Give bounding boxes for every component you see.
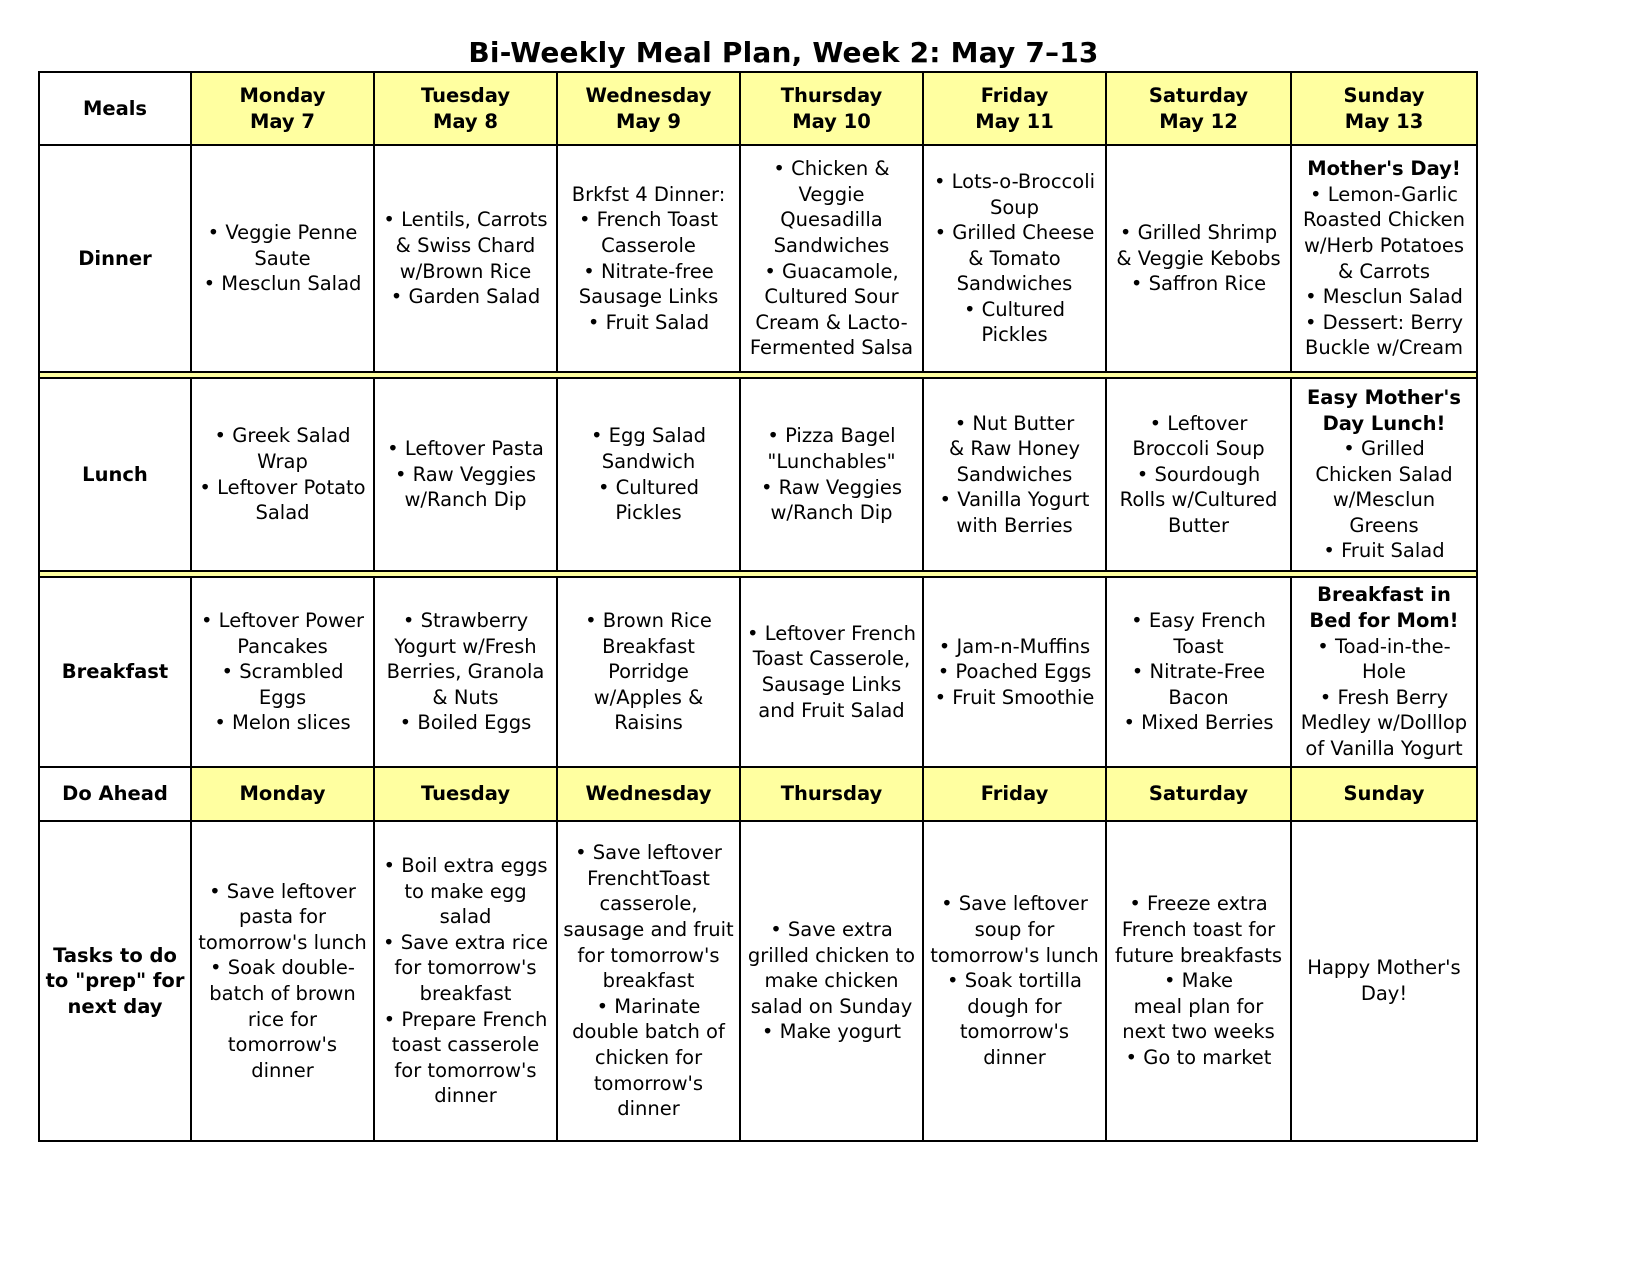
cell-line: • Save extra rice bbox=[383, 930, 548, 954]
cell-line: Day Lunch! bbox=[1322, 411, 1446, 435]
cell-line: • Brown Rice bbox=[585, 609, 712, 633]
do-ahead-wednesday: Wednesday bbox=[557, 767, 740, 821]
cell-line: Rolls w/Cultured bbox=[1119, 488, 1278, 512]
cell-line: • Raw Veggies bbox=[760, 475, 903, 499]
dinner-friday bbox=[923, 145, 1106, 372]
dinner-sunday bbox=[1291, 145, 1477, 372]
cell-line: w/Mesclun bbox=[1332, 488, 1436, 512]
breakfast-thursday bbox=[740, 577, 923, 767]
cell-line: • Poached Eggs bbox=[937, 660, 1092, 684]
cell-line: • Lentils, Carrots bbox=[383, 208, 548, 232]
cell-line: & Nuts bbox=[432, 685, 499, 709]
tasks-monday bbox=[191, 821, 374, 1141]
tasks-tuesday bbox=[374, 821, 557, 1141]
cell-line: Breakfast in bbox=[1317, 583, 1451, 607]
day-date: May 12 bbox=[1159, 109, 1238, 133]
do-ahead-friday: Friday bbox=[923, 767, 1106, 821]
cell-line: • Go to market bbox=[1125, 1045, 1272, 1069]
cell-line: Fermented Salsa bbox=[749, 336, 914, 360]
cell-line: Raisins bbox=[614, 711, 683, 735]
day-date: May 8 bbox=[432, 109, 499, 133]
cell-line: tomorrow's bbox=[227, 1033, 338, 1057]
cell-line: to "prep" for bbox=[45, 969, 185, 993]
cell-line: • Lots-o-Broccoli bbox=[933, 169, 1096, 193]
cell-line: future breakfasts bbox=[1115, 943, 1282, 967]
cell-line: w/Herb Potatoes bbox=[1303, 233, 1465, 257]
cell-line: Wrap bbox=[257, 449, 308, 473]
row-label-lunch: Lunch bbox=[39, 378, 191, 571]
cell-line: Broccoli Soup bbox=[1132, 437, 1265, 461]
cell-line: Sandwiches bbox=[773, 233, 890, 257]
cell-line: salad bbox=[439, 905, 492, 929]
cell-line: • Sourdough bbox=[1136, 462, 1261, 486]
cell-line: Veggie bbox=[798, 182, 865, 206]
cell-line: • Fruit Salad bbox=[587, 310, 710, 334]
cell-line: Bed for Mom! bbox=[1309, 609, 1459, 633]
cell-line: • Saffron Rice bbox=[1130, 272, 1267, 296]
cell-line: • Grilled Cheese bbox=[934, 221, 1095, 245]
cell-line: & Carrots bbox=[1338, 259, 1430, 283]
cell-line: chicken for bbox=[594, 1045, 703, 1069]
day-date: May 10 bbox=[792, 109, 871, 133]
cell-line: Yogurt w/Fresh bbox=[394, 634, 537, 658]
day-date: May 11 bbox=[975, 109, 1054, 133]
cell-line: & Tomato bbox=[968, 246, 1061, 270]
day-header-wednesday bbox=[557, 72, 740, 145]
cell-line: Toast Casserole, bbox=[752, 647, 911, 671]
cell-line: • Nitrate-free bbox=[583, 259, 714, 283]
day-date: May 7 bbox=[249, 109, 316, 133]
cell-line: • Scrambled bbox=[221, 660, 344, 684]
tasks-thursday bbox=[740, 821, 923, 1141]
cell-line: • Greek Salad bbox=[214, 424, 351, 448]
cell-line: Casserole bbox=[601, 233, 696, 257]
cell-line: Pickles bbox=[615, 501, 682, 525]
do-ahead-header-row bbox=[39, 767, 1477, 821]
cell-line: • Fresh Berry bbox=[1319, 685, 1449, 709]
cell-line: • Marinate bbox=[596, 994, 701, 1018]
cell-line: of Vanilla Yogurt bbox=[1305, 736, 1463, 760]
cell-line: • Lemon-Garlic bbox=[1310, 182, 1458, 206]
cell-line: • Leftover Potato bbox=[199, 475, 366, 499]
cell-line: tomorrow's bbox=[593, 1071, 704, 1095]
dinner-row bbox=[39, 145, 1477, 372]
cell-line: "Lunchables" bbox=[767, 449, 896, 473]
cell-line: • Mixed Berries bbox=[1123, 711, 1274, 735]
cell-line: dinner bbox=[434, 1084, 497, 1108]
cell-line: • Easy French bbox=[1131, 609, 1266, 633]
breakfast-wednesday bbox=[557, 577, 740, 767]
cell-line: • Melon slices bbox=[214, 711, 351, 735]
row-label-do-ahead: Do Ahead bbox=[39, 767, 191, 821]
cell-line: Buckle w/Cream bbox=[1304, 336, 1464, 360]
day-header-tuesday bbox=[374, 72, 557, 145]
cell-line: Soup bbox=[989, 195, 1040, 219]
cell-line: Breakfast bbox=[602, 634, 695, 658]
cell-line: • Grilled bbox=[1343, 437, 1425, 461]
meals-corner-label: Meals bbox=[39, 72, 191, 145]
cell-line: Pickles bbox=[981, 323, 1048, 347]
tasks-sunday bbox=[1291, 821, 1477, 1141]
cell-line: • Nitrate-Free bbox=[1131, 660, 1266, 684]
cell-line: Day! bbox=[1360, 982, 1408, 1005]
cell-line: • Save leftover bbox=[209, 879, 356, 903]
lunch-sunday bbox=[1291, 378, 1477, 571]
day-header-friday bbox=[923, 72, 1106, 145]
cell-line: Sausage Links bbox=[578, 285, 719, 309]
lunch-tuesday bbox=[374, 378, 557, 571]
cell-line: next day bbox=[67, 994, 163, 1018]
tasks-saturday bbox=[1106, 821, 1291, 1141]
cell-line: & Swiss Chard bbox=[395, 233, 536, 257]
dinner-thursday bbox=[740, 145, 923, 372]
lunch-row bbox=[39, 378, 1477, 571]
cell-line: breakfast bbox=[419, 982, 512, 1005]
day-name: Wednesday bbox=[585, 83, 712, 107]
lunch-saturday bbox=[1106, 378, 1291, 571]
cell-line: • Fruit Smoothie bbox=[934, 685, 1095, 709]
cell-line: • Cultured bbox=[597, 475, 700, 499]
cell-line: • Nut Butter bbox=[954, 411, 1075, 435]
cell-line: rice for bbox=[247, 1007, 318, 1031]
cell-line: Easy Mother's bbox=[1306, 385, 1461, 409]
cell-line: • Dessert: Berry bbox=[1304, 310, 1464, 334]
cell-line: Chicken Salad bbox=[1315, 462, 1453, 486]
cell-line: for tomorrow's bbox=[577, 943, 720, 967]
row-label-breakfast: Breakfast bbox=[39, 577, 191, 767]
cell-line: • Freeze extra bbox=[1129, 892, 1268, 916]
page-title: Bi-Weekly Meal Plan, Week 2: May 7–13 bbox=[468, 36, 1099, 69]
cell-line: tomorrow's lunch bbox=[198, 930, 367, 954]
day-header-saturday bbox=[1106, 72, 1291, 145]
cell-line: • Vanilla Yogurt bbox=[939, 488, 1090, 512]
lunch-thursday bbox=[740, 378, 923, 571]
cell-line: next two weeks bbox=[1122, 1020, 1275, 1044]
cell-line: Greens bbox=[1349, 513, 1419, 537]
row-label-dinner: Dinner bbox=[39, 145, 191, 372]
cell-line: grilled chicken to bbox=[747, 943, 916, 967]
cell-line: for tomorrow's bbox=[394, 956, 537, 980]
cell-line: Sausage Links bbox=[761, 673, 902, 696]
cell-line: Salad bbox=[255, 501, 310, 525]
day-header-thursday bbox=[740, 72, 923, 145]
cell-line: dinner bbox=[983, 1045, 1046, 1069]
cell-line: • Garden Salad bbox=[390, 285, 541, 309]
cell-line: toast casserole bbox=[391, 1033, 540, 1057]
cell-line: Happy Mother's bbox=[1307, 956, 1461, 980]
breakfast-saturday bbox=[1106, 577, 1291, 767]
day-date: May 13 bbox=[1344, 109, 1424, 133]
cell-line: Bacon bbox=[1168, 685, 1229, 709]
cell-line: • Strawberry bbox=[402, 609, 529, 633]
cell-line: • French Toast bbox=[578, 208, 718, 232]
lunch-monday bbox=[191, 378, 374, 571]
do-ahead-monday: Monday bbox=[191, 767, 374, 821]
cell-line: w/Brown Rice bbox=[399, 259, 532, 283]
cell-line: dinner bbox=[251, 1058, 314, 1082]
cell-line: Berries, Granola bbox=[386, 660, 545, 684]
cell-line: Sandwich bbox=[601, 449, 696, 473]
breakfast-sunday bbox=[1291, 577, 1477, 767]
cell-line: • Veggie Penne bbox=[207, 221, 358, 245]
do-ahead-sunday: Sunday bbox=[1291, 767, 1477, 821]
day-name: Tuesday bbox=[420, 83, 511, 107]
cell-line: • Save extra bbox=[770, 918, 893, 942]
cell-line: Cultured Sour bbox=[764, 285, 899, 309]
cell-line: Sandwiches bbox=[956, 462, 1073, 486]
cell-line: • Make yogurt bbox=[761, 1020, 902, 1044]
cell-line: dinner bbox=[617, 1097, 680, 1121]
dinner-monday bbox=[191, 145, 374, 372]
cell-line: Eggs bbox=[258, 685, 307, 709]
cell-line: • Boil extra eggs bbox=[383, 854, 548, 878]
cell-line: Quesadilla bbox=[780, 208, 883, 232]
cell-line: batch of brown bbox=[209, 982, 356, 1005]
day-name: Sunday bbox=[1343, 83, 1425, 107]
cell-line: • Jam-n-Muffins bbox=[938, 634, 1091, 658]
cell-line: • Guacamole, bbox=[764, 259, 899, 283]
cell-line: • Make bbox=[1163, 969, 1234, 993]
cell-line: FrenchtToast bbox=[587, 866, 710, 890]
cell-line: and Fruit Salad bbox=[758, 698, 905, 722]
cell-line: • Save leftover bbox=[575, 841, 722, 865]
cell-line: • Pizza Bagel bbox=[767, 424, 896, 448]
cell-line: salad on Sunday bbox=[750, 994, 913, 1018]
cell-line: to make egg bbox=[404, 879, 527, 903]
cell-line: w/Ranch Dip bbox=[404, 488, 527, 512]
cell-line: • Leftover Power bbox=[200, 609, 365, 633]
cell-line: • Chicken & bbox=[773, 157, 890, 181]
cell-line: Cream & Lacto- bbox=[755, 310, 908, 334]
cell-line: • Raw Veggies bbox=[394, 462, 537, 486]
lunch-friday bbox=[923, 378, 1106, 571]
dinner-wednesday bbox=[557, 145, 740, 372]
day-header-monday bbox=[191, 72, 374, 145]
cell-line: Saute bbox=[254, 246, 311, 270]
cell-line: Sandwiches bbox=[956, 272, 1073, 296]
meal-plan-table bbox=[38, 71, 1478, 1142]
cell-line: • Leftover French bbox=[747, 621, 916, 645]
cell-line: • Egg Salad bbox=[590, 424, 707, 448]
cell-line: • Cultured bbox=[963, 297, 1066, 321]
cell-line: • Mesclun Salad bbox=[1305, 285, 1463, 309]
cell-line: tomorrow's lunch bbox=[930, 943, 1099, 967]
do-ahead-tuesday: Tuesday bbox=[374, 767, 557, 821]
tasks-row bbox=[39, 821, 1477, 1141]
day-name: Thursday bbox=[780, 83, 883, 107]
cell-line: dough for bbox=[967, 994, 1062, 1018]
tasks-wednesday bbox=[557, 821, 740, 1141]
cell-line: soup for bbox=[974, 918, 1055, 942]
cell-line: breakfast bbox=[602, 969, 695, 993]
cell-line: tomorrow's bbox=[959, 1020, 1070, 1044]
cell-line: French toast for bbox=[1121, 918, 1276, 942]
cell-line: Roasted Chicken bbox=[1303, 208, 1465, 232]
cell-line: & Veggie Kebobs bbox=[1116, 246, 1281, 270]
cell-line: • Boiled Eggs bbox=[399, 711, 532, 735]
day-date: May 9 bbox=[615, 109, 682, 133]
lunch-wednesday bbox=[557, 378, 740, 571]
cell-line: • Leftover bbox=[1149, 411, 1248, 435]
cell-line: pasta for bbox=[238, 905, 327, 929]
cell-line: • Grilled Shrimp bbox=[1119, 221, 1278, 245]
cell-line: sausage and fruit bbox=[563, 918, 734, 942]
day-header-row bbox=[39, 72, 1477, 145]
cell-line: • Prepare French bbox=[383, 1007, 548, 1031]
do-ahead-thursday: Thursday bbox=[740, 767, 923, 821]
breakfast-friday bbox=[923, 577, 1106, 767]
breakfast-monday bbox=[191, 577, 374, 767]
cell-line: Tasks to do bbox=[53, 943, 177, 967]
cell-line: & Raw Honey bbox=[948, 437, 1081, 461]
cell-line: • Soak tortilla bbox=[947, 969, 1082, 993]
cell-line: • Fruit Salad bbox=[1323, 539, 1445, 563]
breakfast-tuesday bbox=[374, 577, 557, 767]
cell-line: Medley w/Dolllop bbox=[1300, 711, 1468, 735]
cell-line: Butter bbox=[1167, 513, 1230, 537]
day-name: Friday bbox=[980, 83, 1049, 107]
dinner-saturday bbox=[1106, 145, 1291, 372]
cell-line: make chicken bbox=[764, 969, 899, 993]
do-ahead-saturday: Saturday bbox=[1106, 767, 1291, 821]
cell-line: for tomorrow's bbox=[394, 1058, 537, 1082]
cell-line: • Soak double- bbox=[210, 956, 355, 980]
cell-line: Pancakes bbox=[237, 634, 328, 658]
cell-line: casserole, bbox=[599, 892, 698, 916]
cell-line: Porridge bbox=[608, 660, 689, 684]
cell-line: Brkfst 4 Dinner: bbox=[571, 182, 726, 206]
cell-line: w/Ranch Dip bbox=[770, 501, 893, 525]
day-header-sunday bbox=[1291, 72, 1477, 145]
cell-line: Hole bbox=[1361, 660, 1406, 684]
cell-line: double batch of bbox=[572, 1020, 725, 1044]
day-name: Monday bbox=[239, 83, 326, 107]
tasks-friday bbox=[923, 821, 1106, 1141]
cell-line: meal plan for bbox=[1133, 994, 1264, 1018]
cell-line: • Toad-in-the- bbox=[1317, 634, 1451, 658]
cell-line: Mother's Day! bbox=[1307, 157, 1461, 181]
cell-line: with Berries bbox=[956, 513, 1073, 537]
cell-line: Toast bbox=[1173, 634, 1224, 658]
dinner-tuesday bbox=[374, 145, 557, 372]
cell-line: w/Apples & bbox=[593, 685, 704, 709]
cell-line: • Leftover Pasta bbox=[387, 437, 544, 461]
cell-line: • Mesclun Salad bbox=[203, 272, 362, 296]
day-name: Saturday bbox=[1148, 83, 1249, 107]
breakfast-row bbox=[39, 577, 1477, 767]
cell-line: • Save leftover bbox=[941, 892, 1088, 916]
row-label-tasks bbox=[39, 821, 191, 1141]
